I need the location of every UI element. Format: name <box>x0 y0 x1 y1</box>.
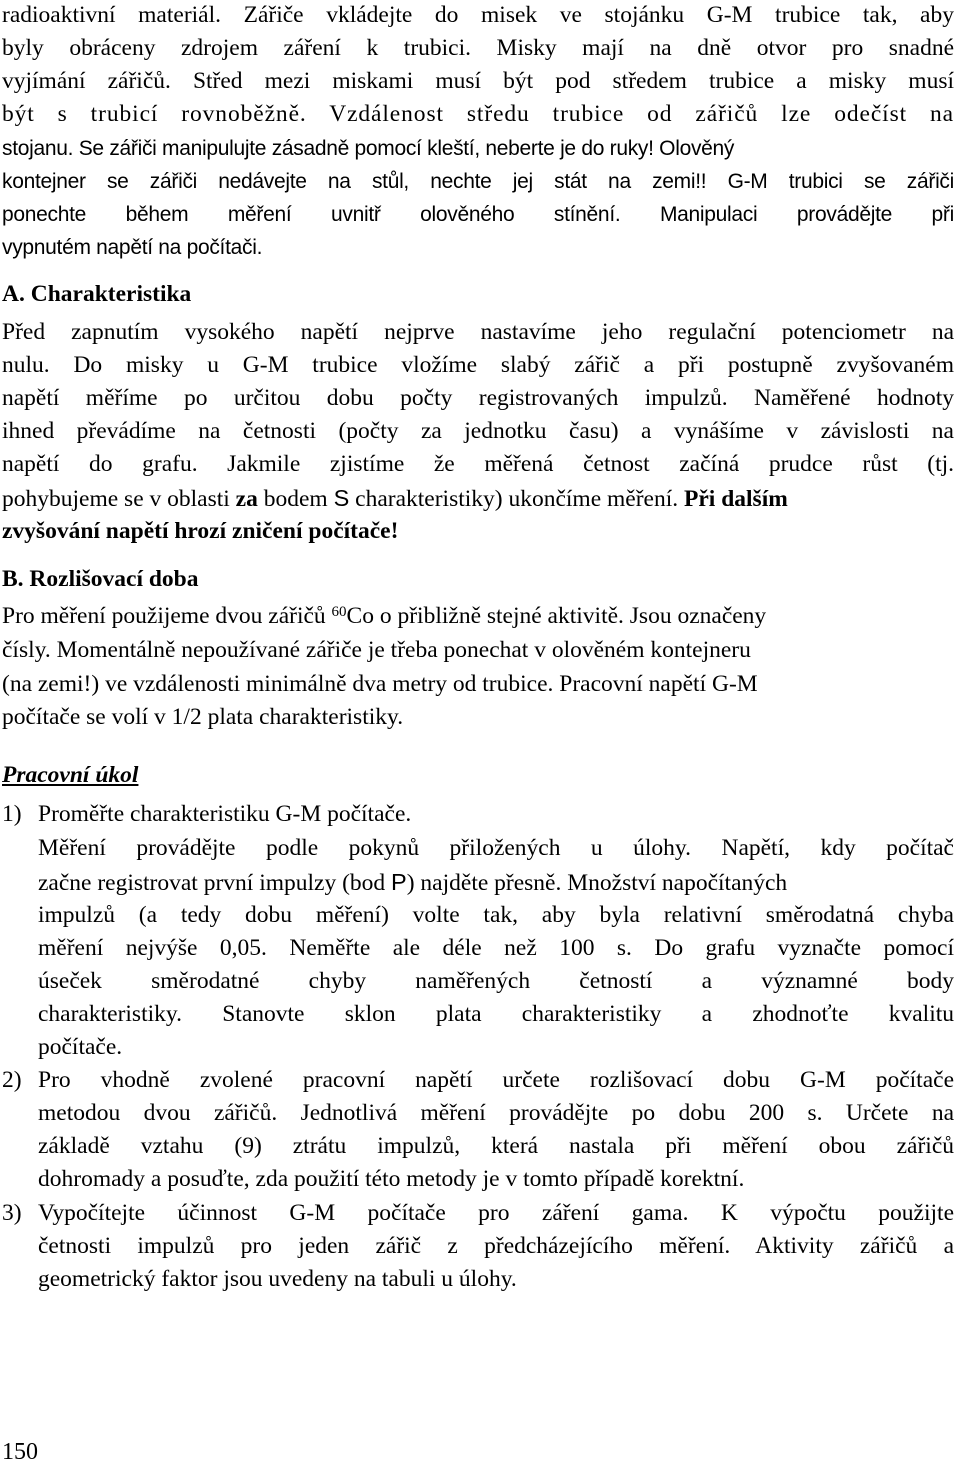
point-p-label: P <box>391 869 407 895</box>
task-item-line: impulzů (a tedy dobu měření) volte tak, aby byla relativní směrodatná chyba <box>38 902 954 928</box>
text-run: Co o přibližně stejné aktivitě. Jsou označeny <box>346 603 767 629</box>
intro-line: byly obráceny zdrojem záření k trubici. Misky mají na dně otvor pro snadné <box>2 35 954 61</box>
intro-line-part: stojanu. <box>2 137 74 160</box>
task-item-number: 3) <box>2 1200 22 1226</box>
section-a-line: nulu. Do misky u G-M trubice vložíme slabý zářič a při postupně zvyšovaném <box>2 352 954 378</box>
task-item-line: měření nejvýše 0,05. Neměřte ale déle než 100 s. Do grafu vyznačte pomocí <box>38 935 954 961</box>
point-s-label: S <box>333 485 350 511</box>
warning-text: Při dalším <box>684 486 788 512</box>
section-a-line: Před zapnutím vysokého napětí nejprve nastavíme jeho regulační potenciometr na <box>2 319 954 345</box>
task-item-line: Měření provádějte podle pokynů přiložených u úlohy. Napětí, kdy počítač <box>38 835 954 861</box>
warning-text: zvyšování napětí hrozí zničení počítače! <box>2 518 399 544</box>
page-number: 150 <box>2 1439 38 1465</box>
section-b-line: počítače se volí v 1/2 plata charakteristiky. <box>2 704 404 730</box>
section-b-line: (na zemi!) ve vzdálenosti minimálně dva metry od trubice. Pracovní napětí G-M <box>2 671 758 697</box>
task-item-number: 1) <box>2 801 22 827</box>
text-run: začne registrovat první impulzy (bod <box>38 870 392 896</box>
text-run: bodem <box>257 486 334 512</box>
text-run: Pro měření použijeme dvou zářičů <box>2 603 332 629</box>
intro-line: vyjímání zářičů. Střed mezi miskami musí být pod středem trubice a misky musí <box>2 68 954 94</box>
task-item-line: dohromady a posuďte, zda použití této metody je v tomto případě korektní. <box>38 1166 745 1192</box>
intro-line: radioaktivní materiál. Zářiče vkládejte do misek ve stojánku G-M trubice tak, aby <box>2 2 954 28</box>
text-run: ) najděte přesně. Množství napočítaných <box>406 870 788 896</box>
section-a-line <box>2 487 788 512</box>
text-run: pohybujeme se v oblasti <box>2 486 236 512</box>
text-run: charakteristiky) ukončíme měření. <box>349 486 685 512</box>
task-item-line: metodou dvou zářičů. Jednotlivá měření provádějte po dobu 200 s. Určete na <box>38 1100 954 1126</box>
intro-line: kontejner se zářiči nedávejte na stůl, nechte jej stát na zemi!! G-M trubici se zářiči <box>2 170 954 193</box>
task-item-line: Vypočítejte účinnost G-M počítače pro záření gama. K výpočtu použijte <box>38 1200 954 1226</box>
task-item-line: Pro vhodně zvolené pracovní napětí určete rozlišovací dobu G-M počítače <box>38 1067 954 1093</box>
section-b-line <box>2 605 766 629</box>
task-item-line: počítače. <box>38 1034 123 1060</box>
section-b-line: čísly. Momentálně nepoužívané zářiče je třeba ponechat v olověném kontejneru <box>2 637 751 663</box>
section-a-heading: A. Charakteristika <box>2 281 192 307</box>
section-a-line: napětí měříme po určitou dobu počty registrovaných impulzů. Naměřené hodnoty <box>2 385 954 411</box>
task-item-number: 2) <box>2 1067 22 1093</box>
intro-line <box>2 138 734 159</box>
task-item-line: charakteristiky. Stanovte sklon plata charakteristiky a zhodnoťte kvalitu <box>38 1001 954 1027</box>
task-item-line: úseček směrodatné chyby naměřených četností a významné body <box>38 968 954 994</box>
section-a-line: ihned převádíme na četnosti (počty za jednotku času) a vynášíme v závislosti na <box>2 418 954 444</box>
section-b-heading: B. Rozlišovací doba <box>2 566 199 592</box>
text-run: za <box>235 486 258 512</box>
intro-line-part: Se zářiči manipulujte zásadně pomocí kleští, neberte je do ruky! Olověný <box>78 137 735 160</box>
task-title: Pracovní úkol <box>2 762 139 788</box>
isotope-mass-number: 60 <box>331 604 347 620</box>
task-item-line: geometrický faktor jsou uvedeny na tabuli u úlohy. <box>38 1266 517 1292</box>
intro-line: ponechte během měření uvnitř olověného stínění. Manipulaci provádějte při <box>2 203 954 226</box>
task-item-line <box>38 871 787 896</box>
task-item-line: Proměřte charakteristiku G-M počítače. <box>38 801 412 827</box>
intro-line: být s trubicí rovnoběžně. Vzdálenost středu trubice od zářičů lze odečíst na <box>2 101 954 127</box>
task-item-line: četnosti impulzů pro jeden zářič z předcházejícího měření. Aktivity zářičů a <box>38 1233 954 1259</box>
intro-line: vypnutém napětí na počítači. <box>2 236 263 259</box>
task-item-line: základě vztahu (9) ztrátu impulzů, která nastala při měření obou zářičů <box>38 1133 954 1159</box>
section-a-line: napětí do grafu. Jakmile zjistíme že měřená četnost začíná prudce růst (tj. <box>2 451 954 477</box>
